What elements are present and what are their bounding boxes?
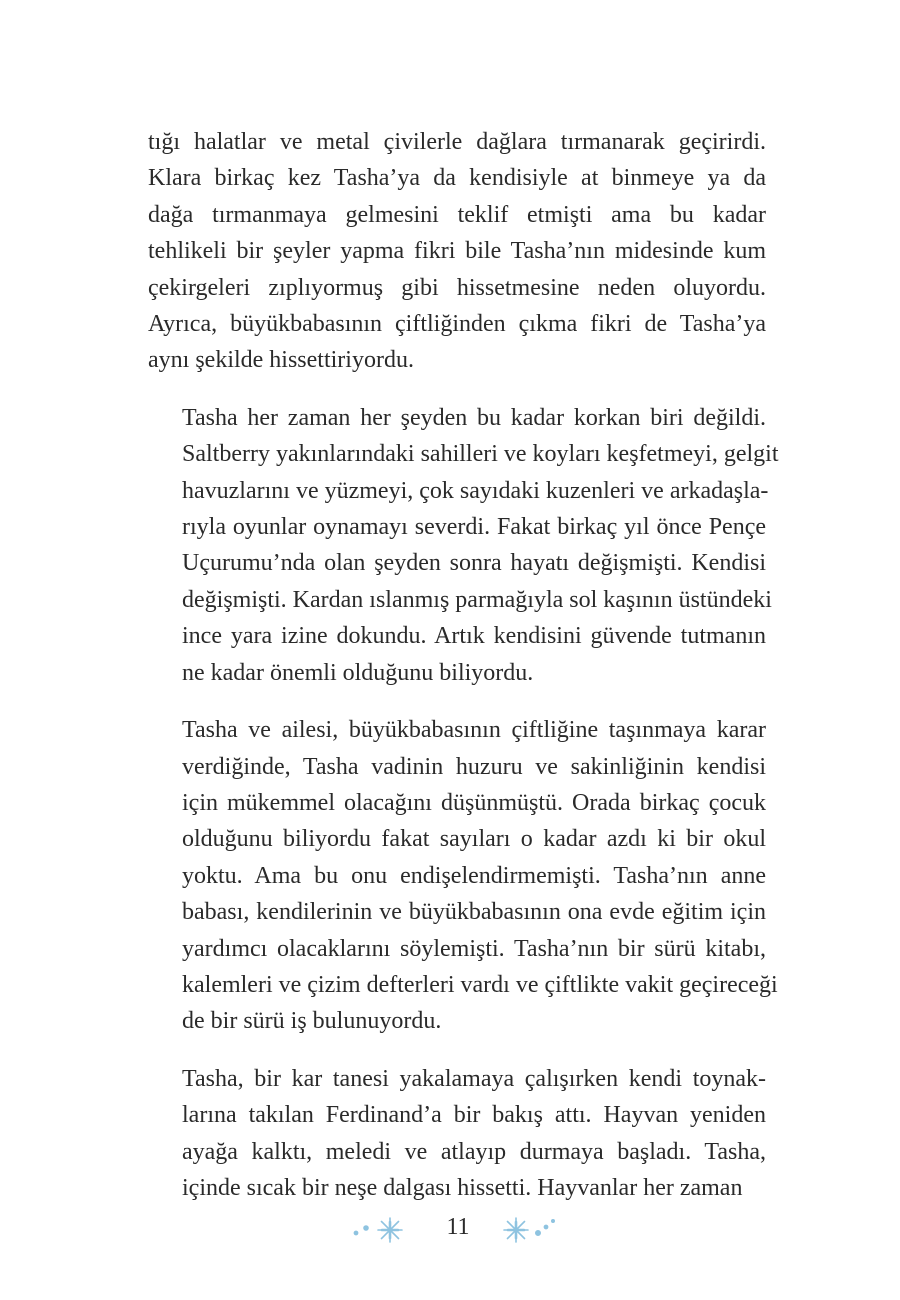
text-line: dağa tırmanmaya gelmesini teklif etmişti ama bu kadar [148, 201, 766, 228]
text-line: Ayrıca, büyükbabasının çiftliğinden çıkma fikri de Tasha’ya [148, 311, 766, 338]
text-line: için mükemmel olacağını düşünmüştü. Orada birkaç çocuk [182, 789, 766, 816]
paragraph [148, 124, 766, 379]
text-line: değişmişti. Kardan ıslanmış parmağıyla sol kaşının üstündeki [182, 586, 772, 613]
paragraph [148, 1061, 766, 1207]
text-line: larına takılan Ferdinand’a bir bakış attı. Hayvan yeniden [182, 1102, 766, 1129]
text-line: ince yara izine dokundu. Artık kendisini güvende tutmanın [182, 623, 766, 650]
text-line: tehlikeli bir şeyler yapma fikri bile Tasha’nın midesinde kum [148, 238, 766, 265]
page-body [148, 124, 779, 1227]
text-line: çekirgeleri zıplıyormuş gibi hissetmesine neden oluyordu. [148, 274, 766, 301]
text-line: yoktu. Ama bu onu endişelendirmemişti. Tasha’nın anne [182, 862, 766, 889]
text-line: Saltberry yakınlarındaki sahilleri ve koyları keşfetmeyi, gelgit [182, 441, 779, 468]
text-line: Klara birkaç kez Tasha’ya da kendisiyle at binmeye ya da [148, 165, 766, 192]
text-line: tığı halatlar ve metal çivilerle dağlara tırmanarak geçirirdi. [148, 129, 766, 155]
text-line: ayağa kalktı, meledi ve atlayıp durmaya başladı. Tasha, [182, 1138, 766, 1165]
text-line: olduğunu biliyordu fakat sayıları o kadar azdı ki bir okul [182, 826, 766, 853]
text-line: verdiğinde, Tasha vadinin huzuru ve sakinliğinin kendisi [182, 753, 766, 780]
text-line: aynı şekilde hissettiriyordu. [148, 347, 414, 374]
text-line: kalemleri ve çizim defterleri vardı ve çiftlikte vakit geçireceği [182, 971, 778, 998]
text-line: yardımcı olacaklarını söylemişti. Tasha’nın bir sürü kitabı, [182, 935, 766, 962]
snowflake-sparkle-icon [350, 1212, 412, 1248]
text-line: rıyla oyunlar oynamayı severdi. Fakat birkaç yıl önce Pençe [182, 514, 766, 541]
text-line: de bir sürü iş bulunuyordu. [182, 1008, 442, 1035]
page-number: 11 [446, 1214, 470, 1240]
text-line: havuzlarını ve yüzmeyi, çok sayıdaki kuzenleri ve arkadaşla- [182, 477, 769, 504]
text-line: Tasha her zaman her şeyden bu kadar korkan biri değildi. [182, 404, 766, 431]
text-line: Uçurumu’nda olan şeyden sonra hayatı değişmişti. Kendisi [182, 550, 766, 577]
page-footer [0, 1210, 900, 1254]
paragraph [148, 400, 779, 691]
paragraph [148, 712, 778, 1040]
text-line: ne kadar önemli olduğunu biliyordu. [182, 659, 534, 686]
text-line: Tasha, bir kar tanesi yakalamaya çalışırken kendi toynak- [182, 1065, 766, 1092]
text-line: babası, kendilerinin ve büyükbabasının ona evde eğitim için [182, 899, 766, 926]
snowflake-sparkle-icon [496, 1212, 558, 1248]
text-line: içinde sıcak bir neşe dalgası hissetti. Hayvanlar her zaman [182, 1174, 743, 1201]
text-line: Tasha ve ailesi, büyükbabasının çiftliğine taşınmaya karar [182, 717, 766, 744]
